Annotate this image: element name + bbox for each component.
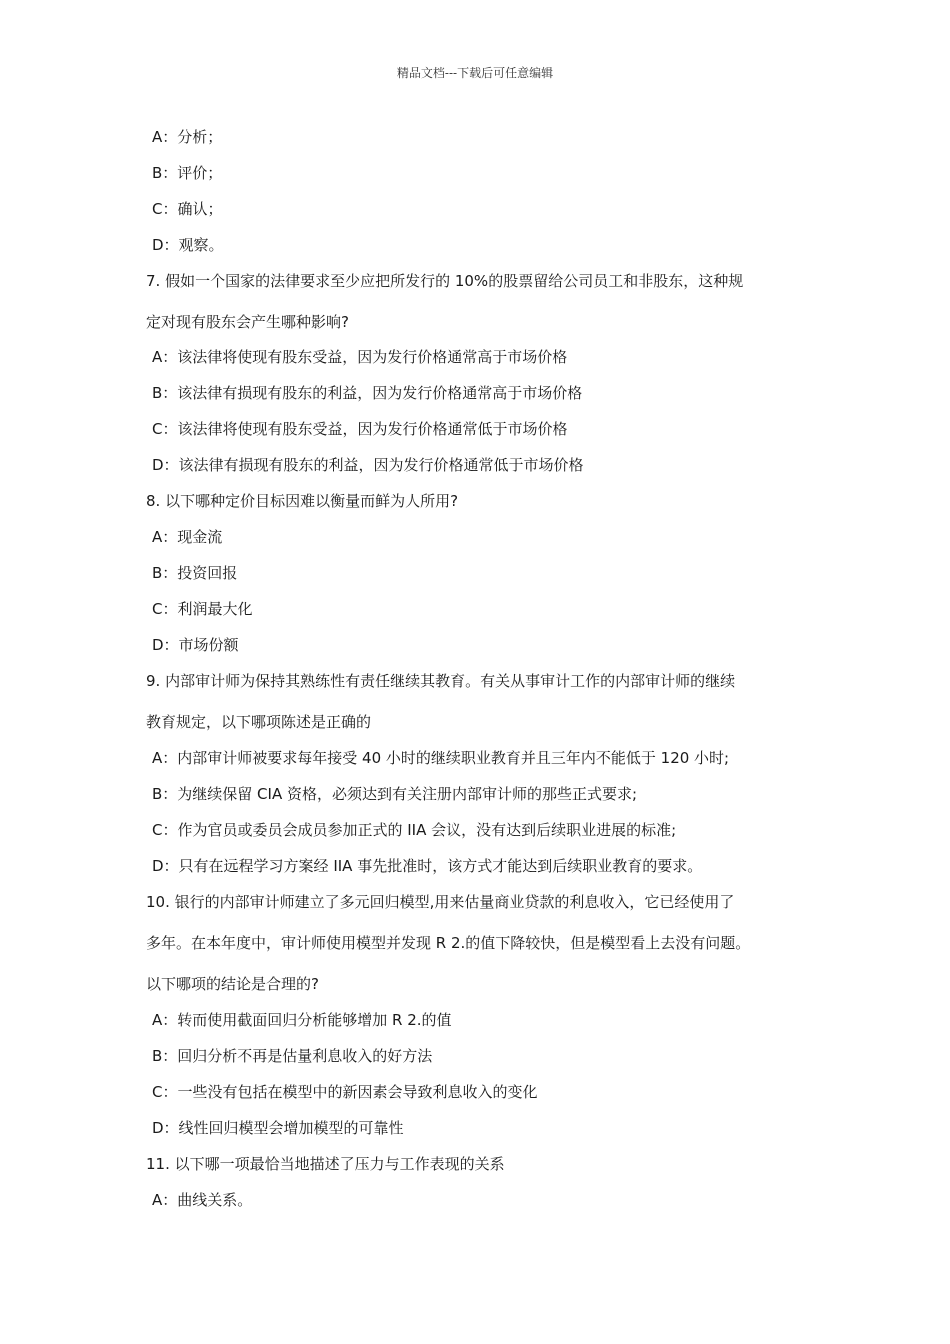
option-line: C：作为官员或委员会成员参加正式的 IIA 会议，没有达到后续职业进展的标准; <box>152 821 677 839</box>
question-stem: 11. 以下哪一项最恰当地描述了压力与工作表现的关系 <box>146 1155 505 1173</box>
question-stem: 8. 以下哪种定价目标因难以衡量而鲜为人所用? <box>146 492 459 510</box>
option-line: C：利润最大化 <box>152 600 253 618</box>
option-line: C：一些没有包括在模型中的新因素会导致利息收入的变化 <box>152 1083 538 1101</box>
page-header: 精品文档---下载后可任意编辑 <box>396 66 554 80</box>
question-stem: 以下哪项的结论是合理的? <box>146 975 319 993</box>
option-line: A：内部审计师被要求每年接受 40 小时的继续职业教育并且三年内不能低于 120 小时; <box>152 749 730 767</box>
option-line: B：为继续保留 CIA 资格，必须达到有关注册内部审计师的那些正式要求; <box>152 785 638 803</box>
question-stem: 10. 银行的内部审计师建立了多元回归模型,用来估量商业贷款的利息收入，它已经使用了 <box>146 893 735 911</box>
option-line: A：该法律将使现有股东受益，因为发行价格通常高于市场价格 <box>152 348 568 366</box>
question-stem: 定对现有股东会产生哪种影响? <box>146 313 349 331</box>
option-line: B：投资回报 <box>152 564 238 582</box>
option-line: A：转而使用截面回归分析能够增加 R 2.的值 <box>152 1011 452 1029</box>
question-stem: 9. 内部审计师为保持其熟练性有责任继续其教育。有关从事审计工作的内部审计师的继续 <box>146 672 736 690</box>
option-line: A：曲线关系。 <box>152 1191 253 1209</box>
option-line: D：只有在远程学习方案经 IIA 事先批准时，该方式才能达到后续职业教育的要求。 <box>152 857 703 875</box>
option-line: B：评价； <box>152 164 223 182</box>
option-line: D：该法律有损现有股东的利益，因为发行价格通常低于市场价格 <box>152 456 584 474</box>
option-line: B：该法律有损现有股东的利益，因为发行价格通常高于市场价格 <box>152 384 583 402</box>
question-stem: 多年。在本年度中，审计师使用模型并发现 R 2.的值下降较快，但是模型看上去没有问题。 <box>146 934 751 952</box>
option-line: C：该法律将使现有股东受益，因为发行价格通常低于市场价格 <box>152 420 568 438</box>
option-line: D：市场份额 <box>152 636 239 654</box>
option-line: D：线性回归模型会增加模型的可靠性 <box>152 1119 404 1137</box>
question-stem: 7. 假如一个国家的法律要求至少应把所发行的 10%的股票留给公司员工和非股东，这种规 <box>146 272 744 290</box>
option-line: A：现金流 <box>152 528 223 546</box>
option-line: A：分析； <box>152 128 223 146</box>
option-line: B：回归分析不再是估量利息收入的好方法 <box>152 1047 433 1065</box>
option-line: D：观察。 <box>152 236 224 254</box>
question-stem: 教育规定，以下哪项陈述是正确的 <box>146 713 372 731</box>
option-line: C：确认； <box>152 200 223 218</box>
